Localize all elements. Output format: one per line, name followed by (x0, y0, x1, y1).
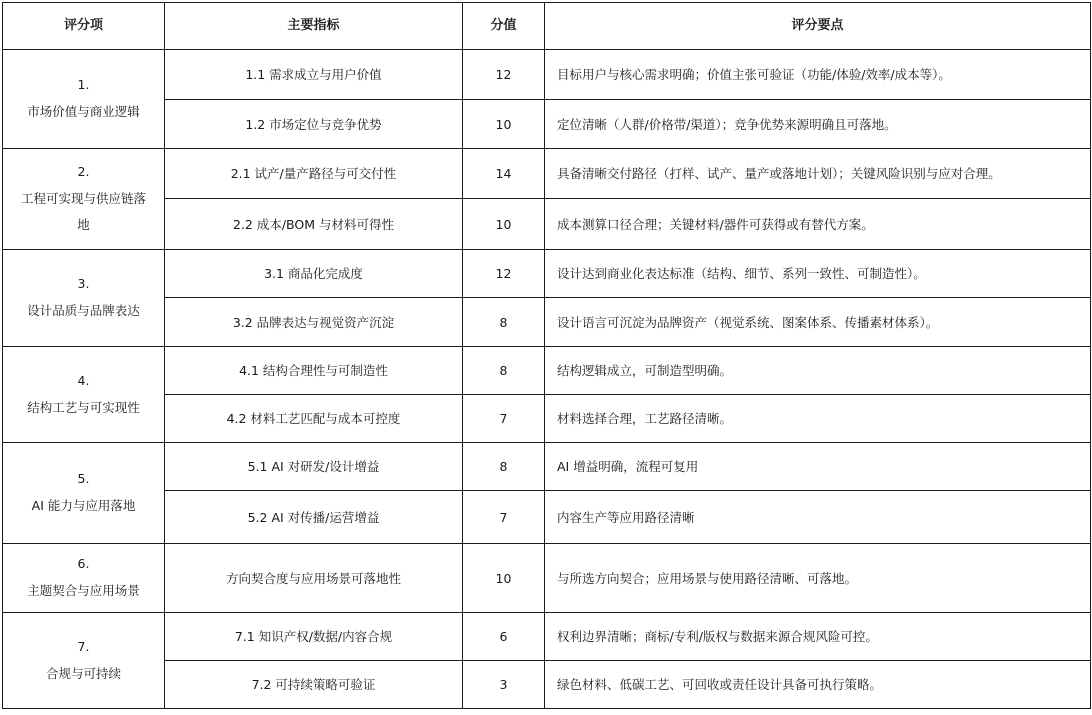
table-row (3, 298, 1091, 347)
category-name: 设计品质与品牌表达 (27, 303, 140, 318)
category-cell-4 (3, 347, 165, 443)
category-name (3, 186, 164, 240)
points-cell: 绿色材料、低碳工艺、可回收或责任设计具备可执行策略。 (545, 661, 1091, 709)
category-number: 3. (77, 276, 90, 292)
indicator-cell: 3.2 品牌表达与视觉资产沉淀 (165, 298, 463, 347)
indicator-cell: 1.2 市场定位与竞争优势 (165, 100, 463, 149)
scoring-table (2, 2, 1091, 709)
points-cell: 具备清晰交付路径（打样、试产、量产或落地计划）；关键风险识别与应对合理。 (545, 149, 1091, 199)
category-name: 结构工艺与可实现性 (27, 399, 140, 415)
header-points: 评分要点 (545, 3, 1091, 50)
score-cell: 12 (463, 250, 545, 298)
category-cell-2 (3, 149, 165, 250)
category-number: 6. (77, 556, 90, 572)
indicator-cell: 4.2 材料工艺匹配与成本可控度 (165, 395, 463, 443)
score-cell: 3 (463, 661, 545, 709)
score-cell: 10 (463, 544, 545, 613)
table-row (3, 491, 1091, 544)
category-cell-1 (3, 50, 165, 149)
table-row (3, 50, 1091, 100)
points-cell: AI 增益明确，流程可复用 (545, 443, 1091, 491)
category-number: 4. (77, 372, 90, 388)
indicator-cell: 5.1 AI 对研发/设计增益 (165, 443, 463, 491)
score-cell: 14 (463, 149, 545, 199)
category-number: 5. (77, 471, 90, 487)
score-cell: 7 (463, 395, 545, 443)
score-cell: 10 (463, 100, 545, 149)
table-row (3, 443, 1091, 491)
category-name-line: 地 (77, 217, 90, 233)
score-cell: 12 (463, 50, 545, 100)
header-indicator: 主要指标 (165, 3, 463, 50)
points-cell: 设计语言可沉淀为品牌资产（视觉系统、图案体系、传播素材体系）。 (545, 298, 1091, 347)
category-name: 市场价值与商业逻辑 (27, 104, 140, 119)
table-row (3, 613, 1091, 661)
table-row (3, 100, 1091, 149)
points-cell: 定位清晰（人群/价格带/渠道）；竞争优势来源明确且可落地。 (545, 100, 1091, 149)
table-row (3, 199, 1091, 250)
table-row (3, 661, 1091, 709)
score-cell: 7 (463, 491, 545, 544)
indicator-cell: 7.2 可持续策略可验证 (165, 661, 463, 709)
category-name: AI 能力与应用落地 (31, 498, 136, 513)
category-name: 合规与可持续 (45, 665, 121, 681)
category-name: 主题契合与应用场景 (27, 583, 140, 598)
score-cell: 6 (463, 613, 545, 661)
category-cell-3 (3, 250, 165, 347)
header-category: 评分项 (3, 3, 165, 50)
category-cell-6 (3, 544, 165, 613)
table-header-row (3, 3, 1091, 50)
indicator-cell: 5.2 AI 对传播/运营增益 (165, 491, 463, 544)
table-row (3, 149, 1091, 199)
indicator-cell: 方向契合度与应用场景可落地性 (165, 544, 463, 613)
header-score: 分值 (463, 3, 545, 50)
indicator-cell: 4.1 结构合理性与可制造性 (165, 347, 463, 395)
category-number: 7. (77, 638, 90, 654)
table-row (3, 347, 1091, 395)
indicator-cell: 1.1 需求成立与用户价值 (165, 50, 463, 100)
score-cell: 10 (463, 199, 545, 250)
points-cell: 结构逻辑成立，可制造型明确。 (545, 347, 1091, 395)
category-number: 1. (77, 77, 90, 93)
indicator-cell: 3.1 商品化完成度 (165, 250, 463, 298)
points-cell: 目标用户与核心需求明确；价值主张可验证（功能/体验/效率/成本等）。 (545, 50, 1091, 100)
table-row (3, 395, 1091, 443)
points-cell: 权利边界清晰；商标/专利/版权与数据来源合规风险可控。 (545, 613, 1091, 661)
points-cell: 材料选择合理，工艺路径清晰。 (545, 395, 1091, 443)
table-row (3, 544, 1091, 613)
score-cell: 8 (463, 298, 545, 347)
indicator-cell: 7.1 知识产权/数据/内容合规 (165, 613, 463, 661)
category-cell-7 (3, 613, 165, 709)
category-number: 2. (77, 163, 90, 179)
score-cell: 8 (463, 443, 545, 491)
table-row (3, 250, 1091, 298)
points-cell: 成本测算口径合理；关键材料/器件可获得或有替代方案。 (545, 199, 1091, 250)
points-cell: 与所选方向契合；应用场景与使用路径清晰、可落地。 (545, 544, 1091, 613)
category-name-line: 工程可实现与供应链落 (20, 190, 146, 206)
indicator-cell: 2.1 试产/量产路径与可交付性 (165, 149, 463, 199)
indicator-cell: 2.2 成本/BOM 与材料可得性 (165, 199, 463, 250)
points-cell: 设计达到商业化表达标准（结构、细节、系列一致性、可制造性）。 (545, 250, 1091, 298)
score-cell: 8 (463, 347, 545, 395)
category-cell-5 (3, 443, 165, 544)
points-cell: 内容生产等应用路径清晰 (545, 491, 1091, 544)
